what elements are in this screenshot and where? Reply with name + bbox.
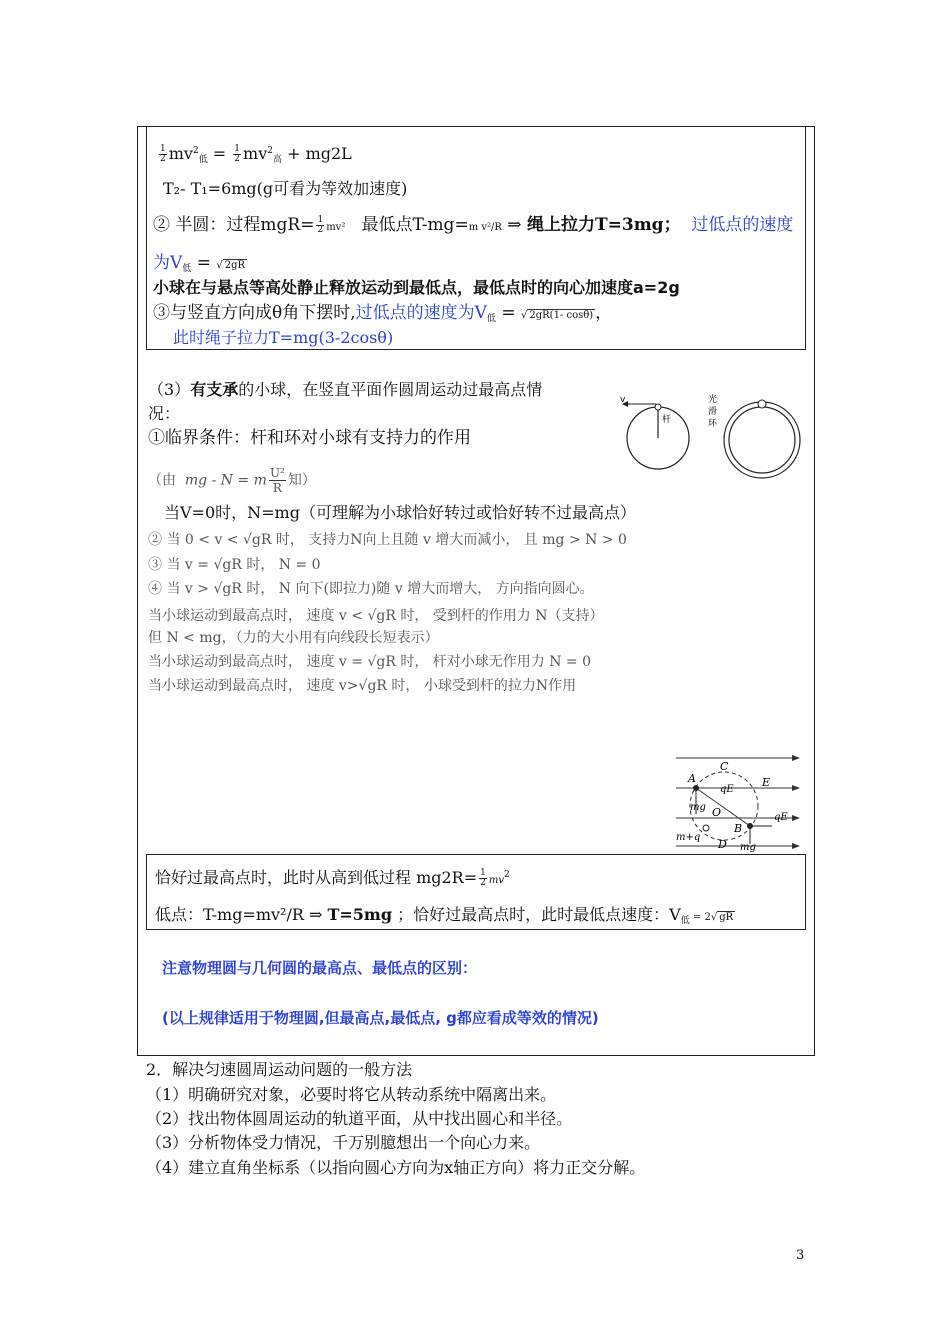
tension-difference: T₂- T₁=6mg(g可看为等效加速度) <box>163 179 408 198</box>
label-b: B <box>734 822 743 835</box>
rope-case-box <box>146 126 806 350</box>
ring-label-3: 环 <box>708 419 718 429</box>
section-2-item-2: （2）找出物体圆周运动的轨道平面，从中找出圆心和半径。 <box>146 1109 573 1128</box>
energy-top-to-bottom: 恰好过最高点时，此时从高到低过程 mg2R= $\frac{1}{2}$ $mv^2$ <box>155 868 510 888</box>
force-formula: （由 mg - N = m $\frac{\text{U²}}{R}$ 知） <box>148 466 316 495</box>
support-case-title-cont: 况： <box>148 404 181 423</box>
section-2-item-1: （1）明确研究对象，必要时将它从转动系统中隔离出来。 <box>146 1085 557 1104</box>
highest-point-case-3: 当小球运动到最高点时， 速度 v>√gR 时， 小球受到杆的拉力N作用 <box>148 678 577 694</box>
critical-condition: ①临界条件：杆和环对小球有支持力的作用 <box>148 428 471 448</box>
highest-point-case-1-note: 但 N < mg，（力的大小用有向线段长短表示） <box>148 630 439 646</box>
label-c: C <box>720 760 729 773</box>
support-case-title: （3）有支承的小球，在竖直平面作圆周运动过最高点情 <box>148 380 543 399</box>
note-applicability: (以上规律适用于物理圆,但最高点,最低点, g都应看成等效的情况) <box>162 1009 599 1027</box>
rod-ring-figure <box>612 388 808 484</box>
label-a: A <box>688 772 696 785</box>
low-speed-line: 为$V_低$ = √ 2gR <box>153 253 246 274</box>
case-4: ④ 当 v > √gR 时， N 向下(即拉力)随 v 增大而增大， 方向指向圆心。 <box>148 581 594 597</box>
ring-inner <box>729 407 795 473</box>
ring-label-2: 滑 <box>708 407 718 417</box>
label-o: O <box>712 806 722 819</box>
label-e: E <box>762 776 771 789</box>
label-mg-1: mg <box>690 802 706 813</box>
ring-label-1: 光 <box>708 395 718 405</box>
ring-outer <box>724 402 800 478</box>
section-2-title: 2．解决匀速圆周运动问题的一般方法 <box>146 1060 413 1079</box>
ring-ball <box>758 400 766 408</box>
label-mq: m+q <box>676 832 701 843</box>
label-qe-2: qE <box>774 812 788 823</box>
charge <box>703 825 709 831</box>
label-d: D <box>718 838 727 851</box>
top-point-box <box>146 854 806 930</box>
angle-swing-line: ③与竖直方向成θ角下摆时,过低点的速度为$V_低$ = √ 2gR(1- cosθ) ， <box>153 303 613 324</box>
velocity-label: v <box>620 395 626 405</box>
section-2-item-3: （3）分析物体受力情况，千万别臆想出一个向心力来。 <box>146 1133 541 1152</box>
label-mg-2: mg <box>740 842 756 852</box>
v-zero-case: 当V=0时，N=mg（可理解为小球恰好转过或恰好转不过最高点） <box>164 503 636 522</box>
rod-label: 杆 <box>662 415 672 425</box>
case-3: ③ 当 v = √gR 时， N = 0 <box>148 557 321 573</box>
release-statement: 小球在与悬点等高处静止释放运动到最低点，最低点时的向心加速度a=2g <box>153 278 680 297</box>
highest-point-case-2: 当小球运动到最高点时， 速度 v = √gR 时， 杆对小球无作用力 N = 0 <box>148 654 592 670</box>
energy-equation: $\frac{1}{2}$ $mv^2_低$ = $\frac{1}{2}$ $mv^2_高 + mg2L$ <box>160 144 352 165</box>
section-2-item-4: （4）建立直角坐标系（以指向圆心方向为x轴正方向）将力正交分解。 <box>146 1158 646 1177</box>
page-number: 3 <box>796 1248 805 1263</box>
note-difference: 注意物理圆与几何圆的最高点、最低点的区别： <box>162 959 478 977</box>
rod-ball <box>655 404 661 410</box>
electric-field-figure <box>672 752 804 852</box>
case-2: ② 当 0 < v < √gR 时， 支持力N向上且随 v 增大而减小， 且 mg > N > 0 <box>148 532 627 548</box>
semicircle-line: ② 半圆：过程mgR= $\frac{1}{2}$ mv² 最低点T-mg=m v²/R ⇒ 绳上拉力T=3mg； 过低点的速度 <box>153 215 794 235</box>
lowest-point-tension: 低点：T-mg=mv²/R ⇒ T=5mg ；恰好过最高点时，此时最低点速度：$V_低 = 2√$ gR <box>155 905 734 926</box>
label-qe-1: qE <box>720 784 734 795</box>
rope-tension-line: 此时绳子拉力T=mg(3-2cosθ) <box>173 328 394 347</box>
highest-point-case-1: 当小球运动到最高点时， 速度 v < √gR 时， 受到杆的作用力 N（支持） <box>148 608 604 624</box>
